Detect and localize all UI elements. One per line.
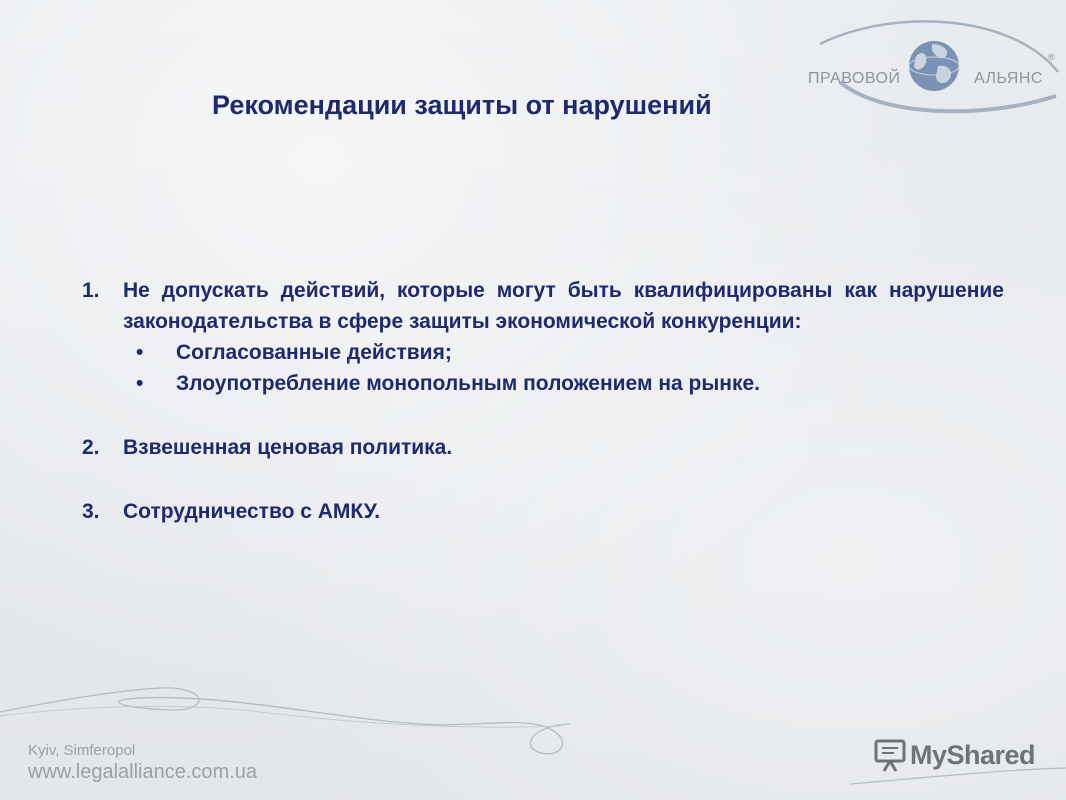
logo-word-right: АЛЬЯНС bbox=[974, 70, 1043, 87]
list-item bbox=[82, 432, 1004, 463]
registered-mark: ® bbox=[1048, 52, 1055, 62]
sub-bullet-item bbox=[136, 368, 1004, 399]
logo-word-left: ПРАВОВОЙ bbox=[808, 70, 901, 87]
item-text: Не допускать действий, которые могут быть квалифицированы как нарушение законодательства в сфере защиты экономической конкуренции: bbox=[123, 279, 1004, 333]
recommendations-list bbox=[82, 275, 1004, 527]
bullet-icon: • bbox=[136, 372, 144, 395]
sub-bullet-list bbox=[123, 337, 1004, 399]
logo-swoosh bbox=[800, 14, 1062, 124]
list-item bbox=[82, 496, 1004, 527]
item-number: 2. bbox=[82, 436, 100, 459]
item-text: Сотрудничество с АМКУ. bbox=[123, 500, 381, 523]
sub-bullet-item bbox=[136, 337, 1004, 368]
footer-website: www.legalalliance.com.ua bbox=[28, 761, 258, 783]
bullet-icon: • bbox=[136, 341, 144, 364]
list-item bbox=[82, 275, 1004, 399]
item-number: 3. bbox=[82, 500, 100, 523]
sub-bullet-text: Злоупотребление монопольным положением на рынке. bbox=[176, 372, 761, 395]
company-logo bbox=[800, 14, 1062, 124]
myshared-watermark bbox=[874, 738, 1034, 774]
globe-icon bbox=[800, 14, 1062, 124]
slide-title: Рекомендации защиты от нарушений bbox=[212, 90, 712, 120]
item-number: 1. bbox=[82, 279, 100, 302]
footer-cities: Kyiv, Simferopol bbox=[28, 742, 136, 759]
watermark-text: MyShared bbox=[910, 740, 1036, 770]
item-text: Взвешенная ценовая политика. bbox=[123, 436, 453, 459]
presentation-board-icon bbox=[874, 738, 910, 774]
sub-bullet-text: Согласованные действия; bbox=[176, 341, 452, 364]
